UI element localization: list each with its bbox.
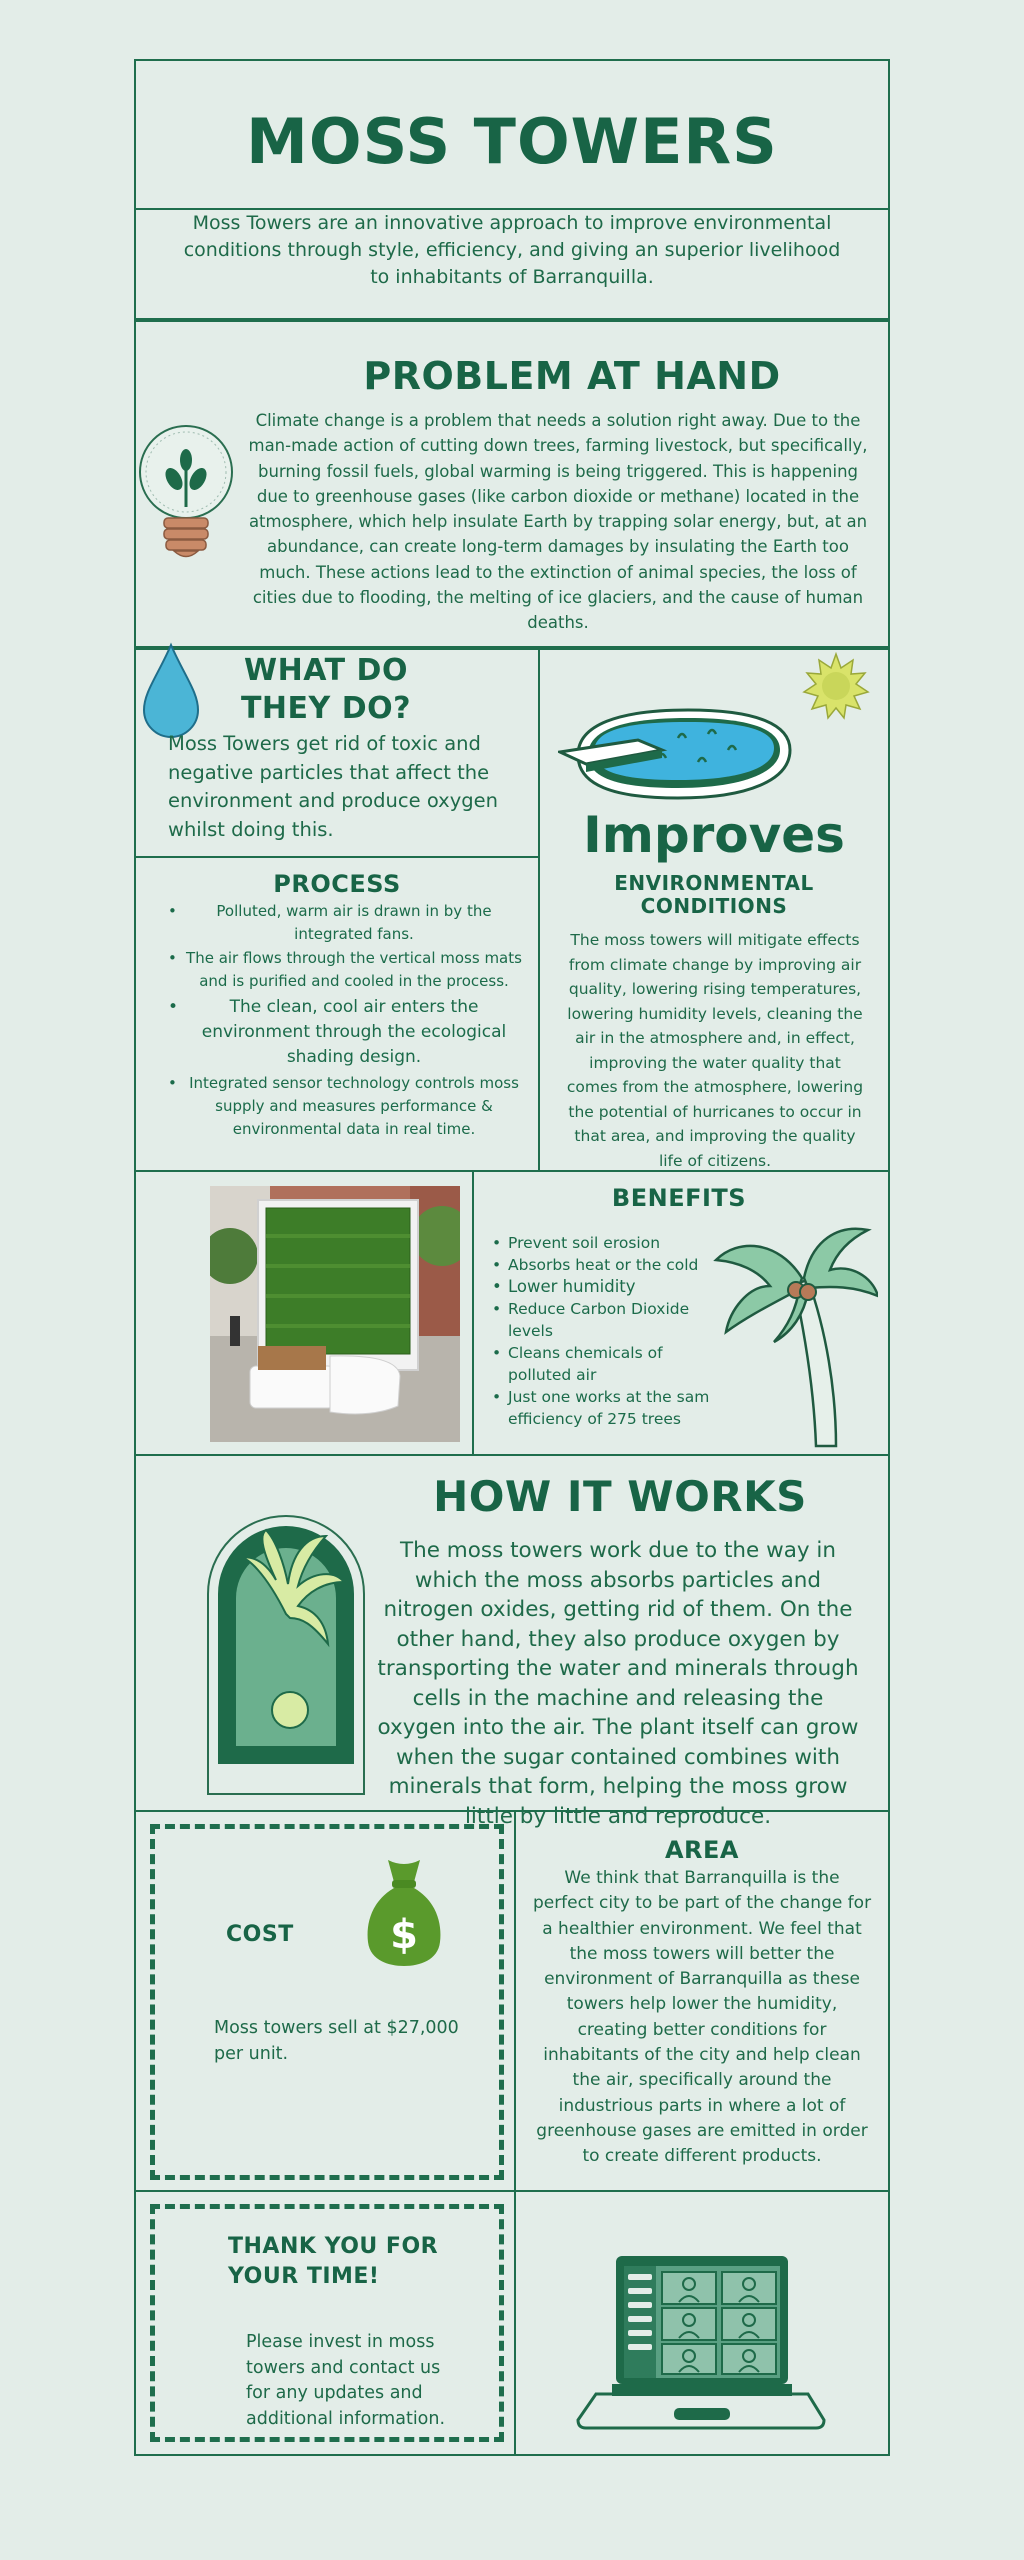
how-heading: HOW IT WORKS	[433, 1472, 807, 1521]
moss-tower-photo	[210, 1186, 460, 1442]
benefit-item: • Reduce Carbon Dioxide levels	[508, 1298, 728, 1342]
intro-box	[134, 208, 890, 320]
benefits-heading: BENEFITS	[611, 1184, 747, 1212]
area-text: We think that Barranquilla is the perfect city to be part of the change for a healthier environment. We feel that the moss towers will better the environment of Barranquilla as these towers help lower the humidity, creating better conditions for inhabitants of the city and help clean the air, specifically around the industrious parts in where a lot of greenhouse gases are emitted in order to create different products.	[532, 1868, 872, 2167]
thanks-heading-line2: YOUR TIME!	[228, 2264, 380, 2289]
intro-text: Moss Towers are an innovative approach to improve environmental conditions through style, efficiency, and giving an superior livelihood to inhabitants of Barranquilla.	[183, 212, 841, 288]
benefit-item: • Prevent soil erosion	[508, 1232, 728, 1254]
improves-heading: Improves	[583, 806, 845, 864]
improves-text: The moss towers will mitigate effects from climate change by improving air quality, lowering rising temperatures, lowering humidity levels, cleaning the air in the atmosphere and, in effect, improving the water quality that comes from the atmosphere, lowering the potential of hurricanes to occur in that area, and improving the quality life of citizens.	[566, 931, 864, 1170]
cost-heading: COST	[226, 1922, 294, 1947]
thanks-text: Please invest in moss towers and contact us for any updates and additional information.	[246, 2332, 446, 2429]
process-heading: PROCESS	[273, 870, 401, 898]
money-bag-symbol: $	[390, 1912, 418, 1958]
what-do-heading-line1: WHAT DO	[244, 653, 408, 688]
palm-tree-icon	[708, 1220, 878, 1450]
money-bag-icon	[364, 1856, 444, 1968]
title-box	[134, 59, 890, 210]
cost-text: Moss towers sell at $27,000 per unit.	[214, 2018, 459, 2064]
improves-subheading-line1: ENVIRONMENTAL	[614, 871, 814, 895]
arch-palm-icon	[206, 1514, 366, 1796]
problem-text: Climate change is a problem that needs a solution right away. Due to the man-made action of cutting down trees, farming livestock, but specifically, burning fossil fuels, global warming is being triggered. This is happening due to greenhouse gases (like carbon dioxide or methane) located in the atmosphere, which help insulate Earth by trapping solar energy, but, at an abundance, can create long-term damages by insulating the Earth too much. These actions lead to the extinction of animal species, the loss of cities due to flooding, the melting of ice glaciers, and the cause of human deaths.	[248, 411, 868, 633]
thanks-box	[134, 2190, 516, 2456]
problem-box	[134, 320, 890, 648]
area-box	[514, 1810, 890, 2192]
problem-heading: PROBLEM AT HAND	[363, 354, 781, 398]
process-item: • The air flows through the vertical moss mats and is purified and cooled in the process.	[184, 947, 524, 993]
benefit-item: • Absorbs heat or the cold	[508, 1254, 728, 1276]
process-item: • The clean, cool air enters the environment through the ecological shading design.	[184, 995, 524, 1070]
laptop-box	[514, 2190, 890, 2456]
benefits-box	[472, 1170, 890, 1456]
improves-box	[538, 648, 890, 1172]
benefit-item: • Lower humidity	[508, 1276, 728, 1298]
benefit-item: • Cleans chemicals of polluted air	[508, 1342, 728, 1386]
pool-icon	[558, 700, 798, 810]
benefit-item: • Just one works at the sam efficiency of 275 trees	[508, 1386, 728, 1430]
page-title: MOSS TOWERS	[246, 105, 778, 178]
what-do-box	[134, 648, 540, 858]
how-text: The moss towers work due to the way in which the moss absorbs particles and nitrogen oxides, getting rid of them. On the other hand, they also produce oxygen by transporting the water and minerals through cells in the machine and releasing the oxygen into the air. The plant itself can grow when the sugar contained combines with minerals that form, helping the moss grow little by little and reproduce.	[377, 1538, 859, 1829]
process-box	[134, 856, 540, 1172]
area-heading: AREA	[664, 1836, 740, 1864]
what-do-text: Moss Towers get rid of toxic and negative particles that affect the environment and produce oxygen whilst doing this.	[168, 732, 498, 841]
improves-subheading-line2: CONDITIONS	[640, 894, 788, 918]
what-do-heading-line2: THEY DO?	[240, 691, 412, 726]
process-list	[184, 900, 524, 1141]
benefits-list	[508, 1232, 728, 1430]
how-box	[134, 1454, 890, 1829]
process-item: • Polluted, warm air is drawn in by the integrated fans.	[184, 900, 524, 946]
laptop-icon	[576, 2244, 826, 2444]
lightbulb-icon	[136, 422, 236, 567]
sun-icon	[802, 652, 870, 720]
cost-dashed-frame	[150, 1824, 504, 2180]
process-item: • Integrated sensor technology controls moss supply and measures performance & environmental data in real time.	[184, 1072, 524, 1141]
photo-box	[134, 1170, 474, 1456]
thanks-heading-line1: THANK YOU FOR	[228, 2234, 439, 2259]
cost-box	[134, 1810, 516, 2192]
